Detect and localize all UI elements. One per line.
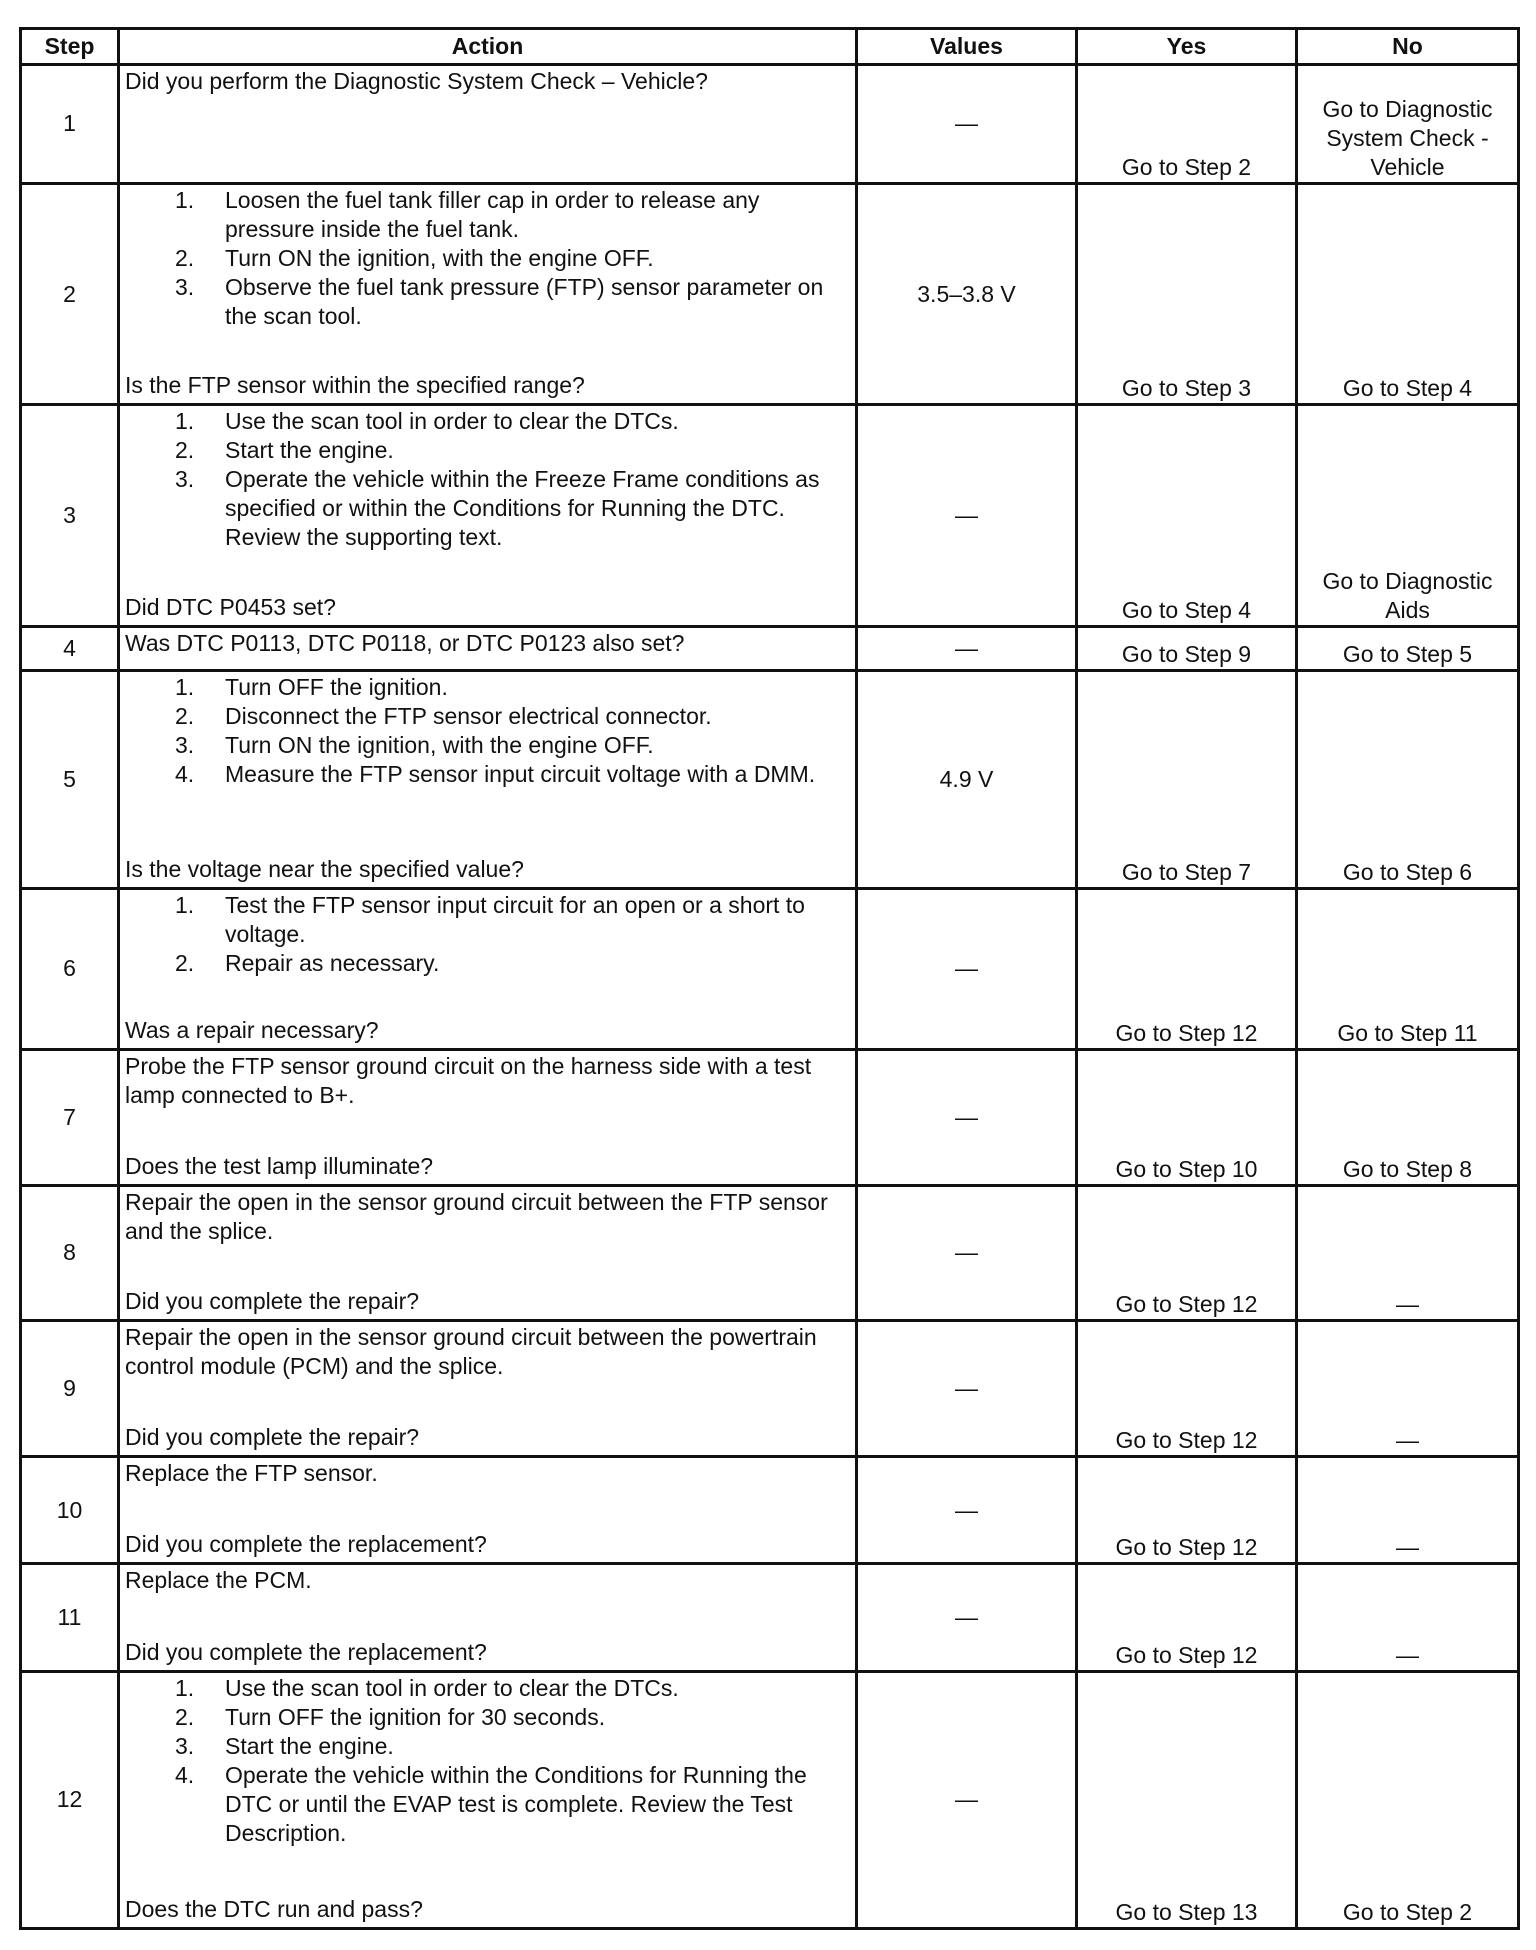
action-content <box>120 1322 855 1455</box>
action-step-number: 1. <box>175 892 195 919</box>
action-content <box>120 890 855 1047</box>
header-values: Values <box>857 29 1077 65</box>
action-question: Did you complete the repair? <box>125 1288 420 1315</box>
action-step-item <box>125 1732 847 1761</box>
value-cell: — <box>857 627 1077 671</box>
action-cell <box>119 627 857 671</box>
action-step-text: Operate the vehicle within the Conditions for Running the DTC or until the EVAP test is complete. Review the Test Description. <box>225 1761 807 1846</box>
action-step-text: Repair as necessary. <box>225 950 440 977</box>
action-step-number: 2. <box>175 437 195 464</box>
action-text: Did you perform the Diagnostic System Check – Vehicle? <box>125 68 708 94</box>
step-number: 10 <box>21 1457 119 1564</box>
diagnostic-table <box>19 27 1520 1930</box>
header-row <box>21 29 1519 65</box>
action-step-text: Operate the vehicle within the Freeze Frame conditions as specified or within the Conditions for Running the DTC. Review the supporting text. <box>225 466 820 551</box>
action-step-item <box>125 244 847 273</box>
action-question: Is the voltage near the specified value? <box>125 856 524 883</box>
action-step-number: 1. <box>175 186 195 213</box>
yes-cell: Go to Step 4 <box>1077 405 1297 627</box>
yes-cell: Go to Step 9 <box>1077 627 1297 671</box>
action-step-text: Turn OFF the ignition for 30 seconds. <box>225 1703 606 1730</box>
action-body <box>125 1323 847 1381</box>
table-row <box>21 1049 1519 1185</box>
action-text: Repair the open in the sensor ground circuit between the FTP sensor and the splice. <box>125 1188 828 1244</box>
header-action: Action <box>119 29 857 65</box>
table-row <box>21 627 1519 671</box>
action-body <box>125 67 847 96</box>
action-step-item <box>125 465 847 552</box>
table-row <box>21 405 1519 627</box>
step-number: 5 <box>21 671 119 889</box>
action-cell <box>119 65 857 184</box>
yes-cell: Go to Step 12 <box>1077 1185 1297 1321</box>
action-content <box>120 1051 855 1184</box>
value-cell: — <box>857 65 1077 184</box>
value-cell: 3.5–3.8 V <box>857 183 1077 405</box>
action-question: Was a repair necessary? <box>125 1016 379 1043</box>
action-text: Repair the open in the sensor ground circuit between the powertrain control module (PCM) and the splice. <box>125 1324 817 1380</box>
action-text: Replace the PCM. <box>125 1566 312 1593</box>
action-step-item <box>125 1761 847 1848</box>
action-content <box>120 185 855 404</box>
value-cell: — <box>857 405 1077 627</box>
action-step-item <box>125 731 847 760</box>
yes-cell: Go to Step 13 <box>1077 1671 1297 1928</box>
action-body <box>125 407 847 552</box>
action-body <box>125 1188 847 1246</box>
no-cell: — <box>1297 1321 1519 1457</box>
action-cell <box>119 1671 857 1928</box>
action-step-item <box>125 1674 847 1703</box>
action-content <box>120 1673 855 1927</box>
no-cell: Go to Diagnostic System Check - Vehicle <box>1297 65 1519 184</box>
action-step-text: Disconnect the FTP sensor electrical connector. <box>225 703 712 730</box>
action-content <box>120 1458 855 1562</box>
action-content <box>120 406 855 625</box>
yes-cell: Go to Step 12 <box>1077 1563 1297 1671</box>
action-content <box>120 628 855 669</box>
table-row <box>21 1457 1519 1564</box>
table-row <box>21 1563 1519 1671</box>
action-step-text: Turn ON the ignition, with the engine OFF. <box>225 732 654 759</box>
action-body <box>125 1674 847 1848</box>
action-cell <box>119 1049 857 1185</box>
yes-cell: Go to Step 7 <box>1077 671 1297 889</box>
value-cell: — <box>857 1563 1077 1671</box>
action-steps-list <box>125 186 847 331</box>
action-body <box>125 891 847 978</box>
no-cell: — <box>1297 1185 1519 1321</box>
table-row <box>21 1321 1519 1457</box>
action-cell <box>119 1321 857 1457</box>
value-cell: — <box>857 1321 1077 1457</box>
action-question: Does the test lamp illuminate? <box>125 1152 434 1179</box>
action-steps-list <box>125 673 847 789</box>
action-body <box>125 1459 847 1488</box>
action-steps-list <box>125 1674 847 1848</box>
action-cell <box>119 1457 857 1564</box>
action-step-number: 2. <box>175 703 195 730</box>
step-number: 11 <box>21 1563 119 1671</box>
action-step-number: 1. <box>175 674 195 701</box>
action-step-number: 1. <box>175 1674 195 1701</box>
no-cell: Go to Step 6 <box>1297 671 1519 889</box>
yes-cell: Go to Step 12 <box>1077 1457 1297 1564</box>
action-step-item <box>125 760 847 789</box>
action-step-item <box>125 407 847 436</box>
action-step-text: Turn OFF the ignition. <box>225 674 448 701</box>
action-step-number: 3. <box>175 466 195 493</box>
yes-cell: Go to Step 10 <box>1077 1049 1297 1185</box>
step-number: 2 <box>21 183 119 405</box>
action-body <box>125 1566 847 1595</box>
action-body <box>125 1052 847 1110</box>
action-content <box>120 672 855 887</box>
no-cell: Go to Step 8 <box>1297 1049 1519 1185</box>
action-step-number: 3. <box>175 1732 195 1759</box>
value-cell: — <box>857 1671 1077 1928</box>
action-cell <box>119 1185 857 1321</box>
no-cell: — <box>1297 1563 1519 1671</box>
action-cell <box>119 671 857 889</box>
table-row <box>21 1671 1519 1928</box>
action-step-number: 2. <box>175 950 195 977</box>
action-step-number: 2. <box>175 244 195 271</box>
action-step-item <box>125 186 847 244</box>
step-number: 3 <box>21 405 119 627</box>
action-question: Did you complete the repair? <box>125 1424 420 1451</box>
action-content <box>120 66 855 182</box>
table-row <box>21 671 1519 889</box>
value-cell: — <box>857 1049 1077 1185</box>
no-cell: Go to Diagnostic Aids <box>1297 405 1519 627</box>
step-number: 8 <box>21 1185 119 1321</box>
action-question: Did you complete the replacement? <box>125 1638 487 1665</box>
table-row <box>21 889 1519 1049</box>
action-body <box>125 673 847 789</box>
no-cell: Go to Step 11 <box>1297 889 1519 1049</box>
action-step-text: Observe the fuel tank pressure (FTP) sensor parameter on the scan tool. <box>225 273 824 329</box>
action-step-item <box>125 1703 847 1732</box>
action-step-text: Use the scan tool in order to clear the DTCs. <box>225 408 679 435</box>
yes-cell: Go to Step 2 <box>1077 65 1297 184</box>
step-number: 7 <box>21 1049 119 1185</box>
action-step-number: 3. <box>175 273 195 300</box>
action-step-item <box>125 949 847 978</box>
action-step-text: Use the scan tool in order to clear the DTCs. <box>225 1674 679 1701</box>
action-step-number: 4. <box>175 761 195 788</box>
table-row <box>21 1185 1519 1321</box>
action-cell <box>119 405 857 627</box>
action-step-text: Test the FTP sensor input circuit for an open or a short to voltage. <box>225 892 805 948</box>
step-number: 4 <box>21 627 119 671</box>
action-text: Replace the FTP sensor. <box>125 1460 378 1487</box>
action-body <box>125 186 847 331</box>
action-step-text: Start the engine. <box>225 1732 394 1759</box>
action-steps-list <box>125 407 847 552</box>
action-cell <box>119 889 857 1049</box>
action-step-text: Loosen the fuel tank filler cap in order to release any pressure inside the fuel tank. <box>225 186 760 242</box>
header-step: Step <box>21 29 119 65</box>
value-cell: 4.9 V <box>857 671 1077 889</box>
action-body <box>125 629 847 658</box>
value-cell: — <box>857 889 1077 1049</box>
action-question: Does the DTC run and pass? <box>125 1896 423 1922</box>
no-cell: Go to Step 5 <box>1297 627 1519 671</box>
value-cell: — <box>857 1457 1077 1564</box>
table-row <box>21 65 1519 184</box>
action-question: Is the FTP sensor within the specified range? <box>125 372 585 399</box>
action-question: Did you complete the replacement? <box>125 1530 487 1557</box>
header-yes: Yes <box>1077 29 1297 65</box>
action-step-number: 2. <box>175 1703 195 1730</box>
action-step-text: Measure the FTP sensor input circuit voltage with a DMM. <box>225 761 816 788</box>
action-steps-list <box>125 891 847 978</box>
table-row <box>21 183 1519 405</box>
yes-cell: Go to Step 12 <box>1077 889 1297 1049</box>
action-step-item <box>125 436 847 465</box>
action-text: Was DTC P0113, DTC P0118, or DTC P0123 also set? <box>125 630 685 657</box>
no-cell: Go to Step 4 <box>1297 183 1519 405</box>
action-cell <box>119 183 857 405</box>
action-question: Did DTC P0453 set? <box>125 594 336 621</box>
action-content <box>120 1187 855 1320</box>
no-cell: — <box>1297 1457 1519 1564</box>
action-cell <box>119 1563 857 1671</box>
step-number: 12 <box>21 1671 119 1928</box>
step-number: 1 <box>21 65 119 184</box>
yes-cell: Go to Step 12 <box>1077 1321 1297 1457</box>
action-step-item <box>125 891 847 949</box>
yes-cell: Go to Step 3 <box>1077 183 1297 405</box>
action-step-item <box>125 673 847 702</box>
step-number: 6 <box>21 889 119 1049</box>
action-step-number: 1. <box>175 408 195 435</box>
action-step-number: 4. <box>175 1761 195 1788</box>
action-step-text: Turn ON the ignition, with the engine OFF. <box>225 244 654 271</box>
action-step-number: 3. <box>175 732 195 759</box>
table-body <box>21 65 1519 1929</box>
action-step-text: Start the engine. <box>225 437 394 464</box>
action-step-item <box>125 273 847 331</box>
header-no: No <box>1297 29 1519 65</box>
action-text: Probe the FTP sensor ground circuit on the harness side with a test lamp connected to B+. <box>125 1052 812 1108</box>
no-cell: Go to Step 2 <box>1297 1671 1519 1928</box>
action-step-item <box>125 702 847 731</box>
step-number: 9 <box>21 1321 119 1457</box>
action-content <box>120 1565 855 1670</box>
value-cell: — <box>857 1185 1077 1321</box>
